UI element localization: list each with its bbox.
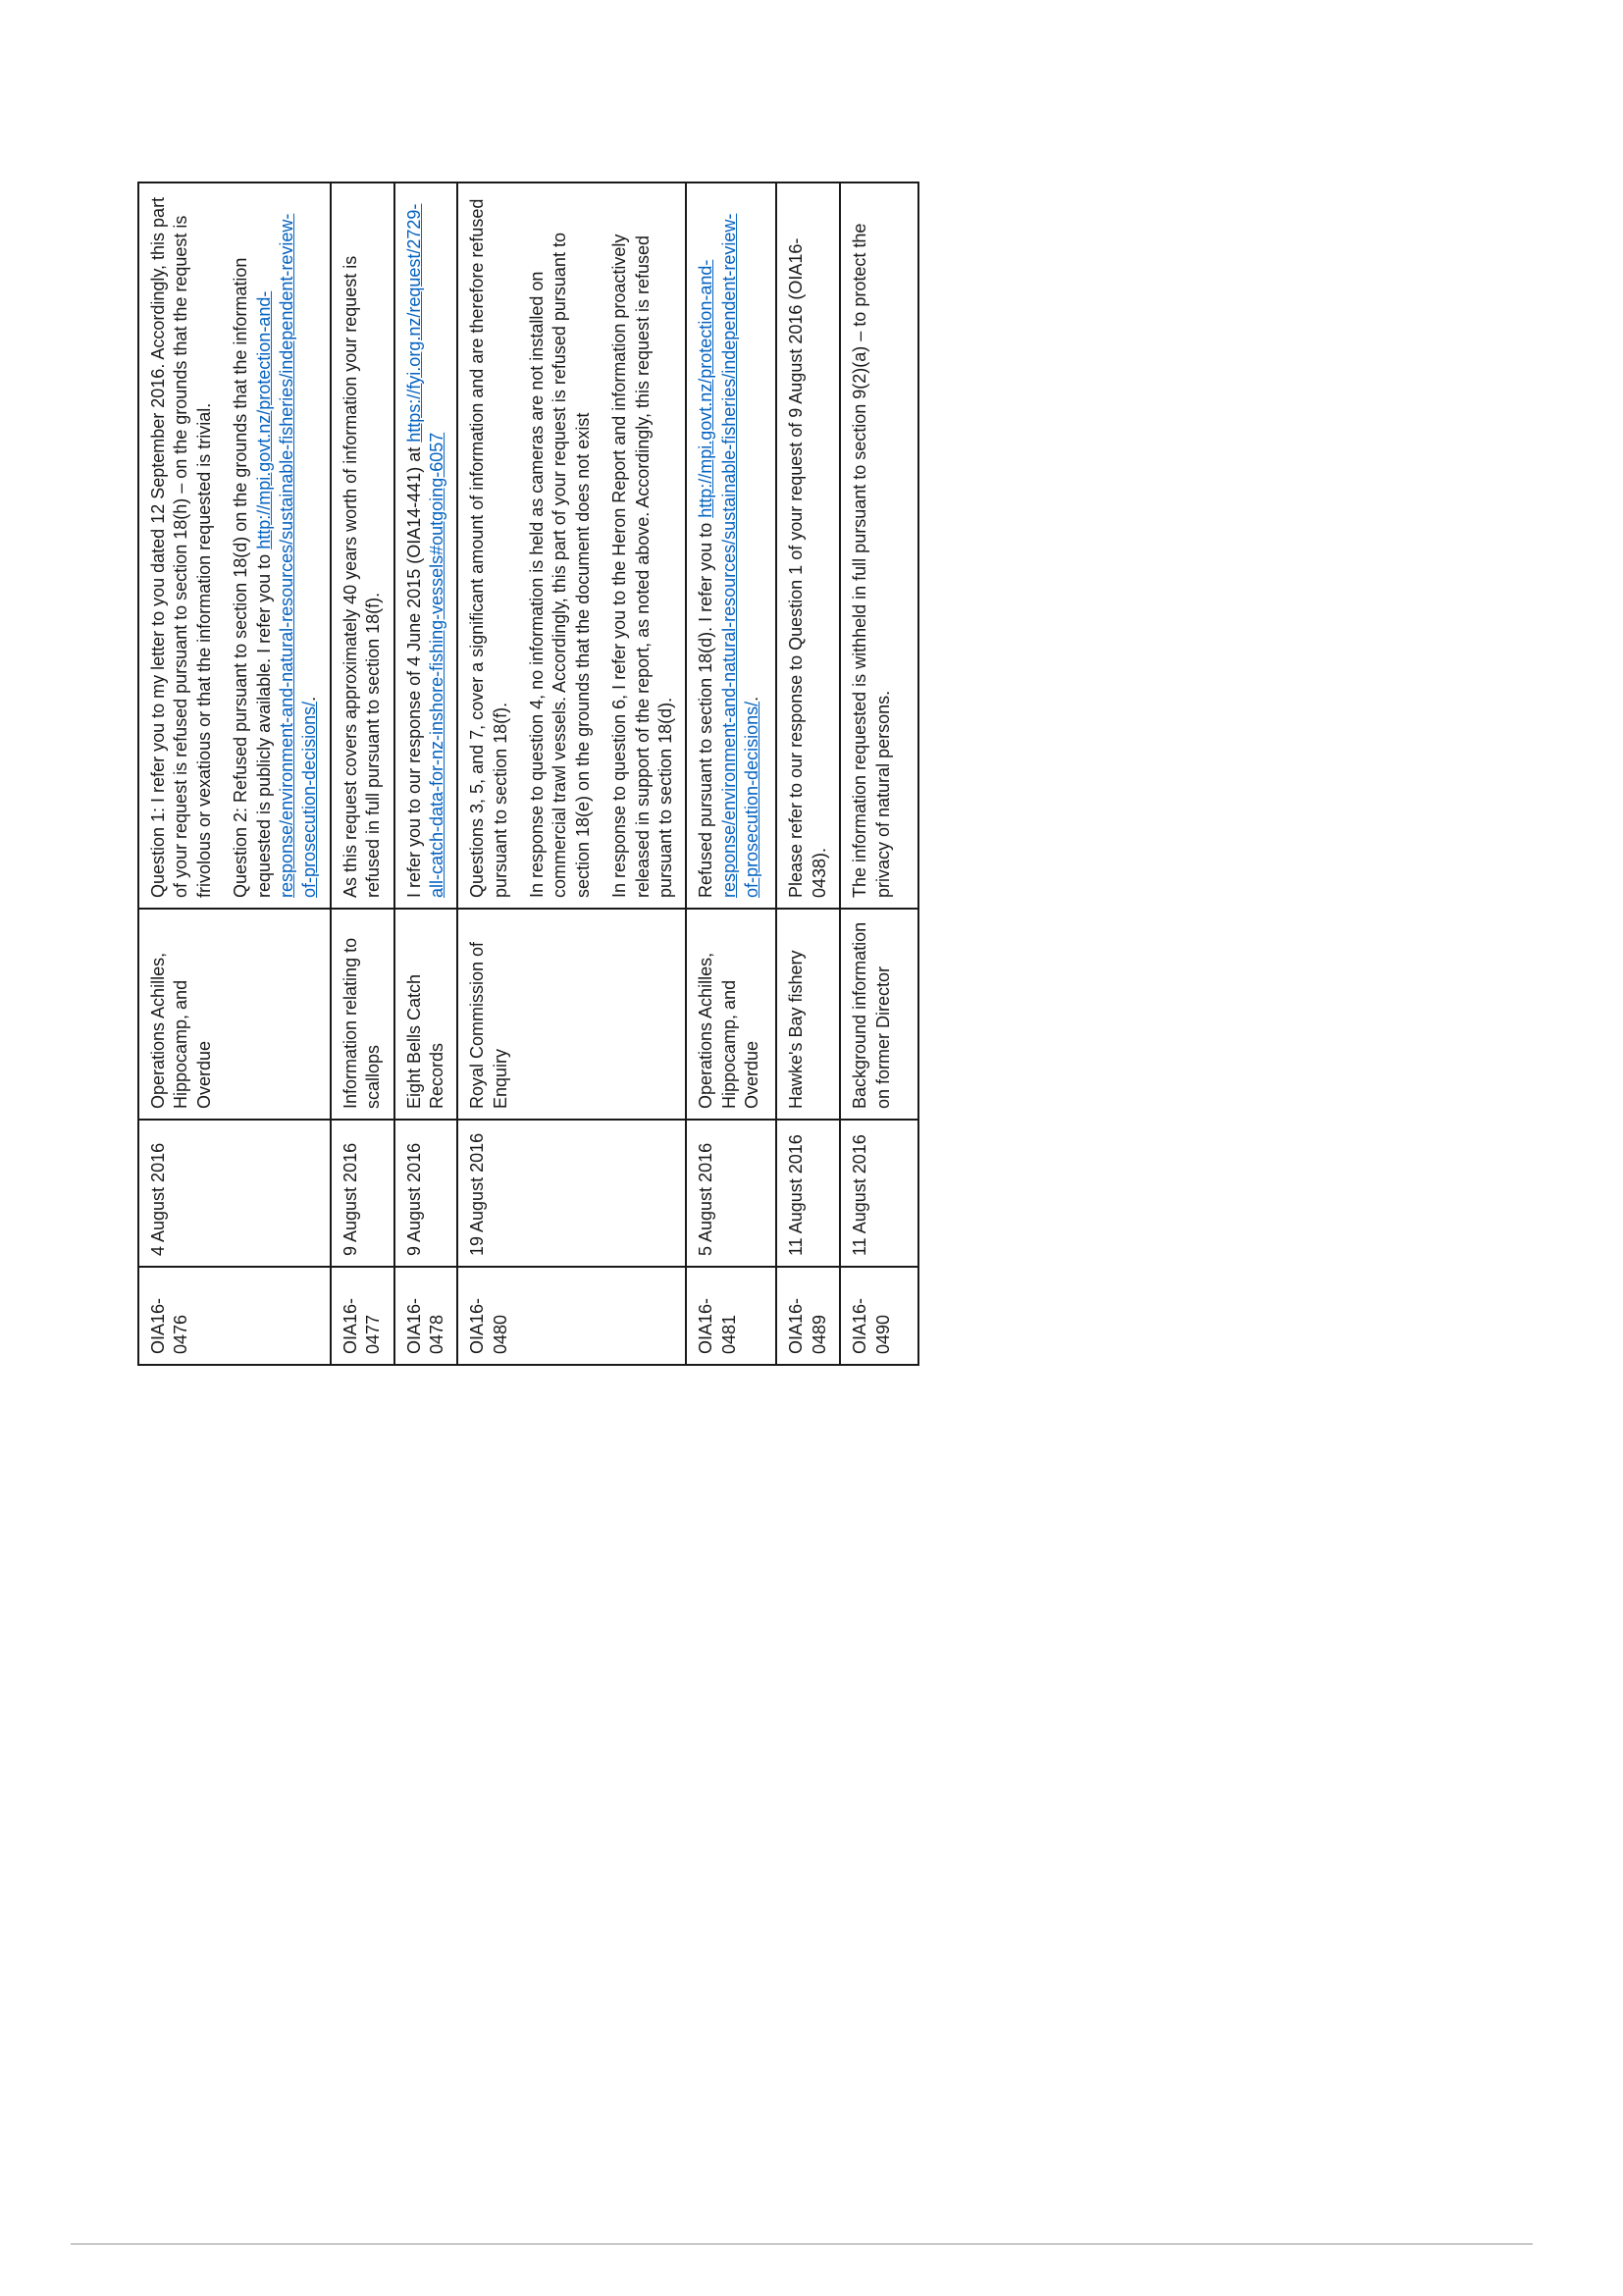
ref-cell: OIA16-0480 [457,1267,686,1365]
subject-cell: Operations Achilles, Hippocamp, and Overdue [686,909,776,1120]
response-text: In response to question 4, no information is held as cameras are not installed on commercial trawl vessels. Accordingly, this part of your request is refused pursuant to section 18(e) on the grounds that the document does not exist [527,233,593,898]
response-text: As this request covers approximately 40 years worth of information your request is refused in full pursuant to section 18(f). [340,255,384,898]
response-text: Questions 3, 5, and 7, cover a significant amount of information and are therefore refused pursuant to section 18(f). [467,198,510,898]
date-cell: 9 August 2016 [394,1120,458,1267]
subject-cell: Background information on former Director [840,909,918,1120]
rotated-table-container [137,183,903,1366]
response-paragraph [147,193,216,898]
subject-cell: Information relating to scallops [331,909,394,1120]
subject-cell: Hawke's Bay fishery [776,909,840,1120]
scan-artifact-line [71,2243,1533,2245]
date-cell: 11 August 2016 [840,1120,918,1267]
table-row [138,183,331,1365]
response-paragraph [526,193,595,898]
response-text: . [299,696,320,702]
response-text: . [742,696,762,702]
response-paragraph [849,193,895,898]
ref-cell: OIA16-0476 [138,1267,331,1365]
response-text: Question 2: Refused pursuant to section 18(d) on the grounds that the information requested is publicly available. I refer you to [231,257,274,898]
subject-cell: Royal Commission of Enquiry [457,909,686,1120]
response-cell [331,183,394,909]
response-paragraph [340,193,386,898]
ref-cell: OIA16-0477 [331,1267,394,1365]
table-row [457,183,686,1365]
response-paragraph [608,193,677,898]
response-cell [840,183,918,909]
response-cell [138,183,331,909]
date-cell: 19 August 2016 [457,1120,686,1267]
date-cell: 9 August 2016 [331,1120,394,1267]
hyperlink[interactable]: http://mpi.govt.nz/protection-and-response/environment-and-natural-resources/sustainable-fisheries/independent-review-of-prosecution-decisions/ [696,213,762,898]
date-cell: 5 August 2016 [686,1120,776,1267]
response-paragraph [230,193,322,898]
response-text: Question 1: I refer you to my letter to you dated 12 September 2016. Accordingly, this part of your request is refused pursuant to section 18(h) – on the grounds that the request is frivolous or vexatious or that the information requested is trivial. [148,196,214,898]
response-cell [776,183,840,909]
date-cell: 4 August 2016 [138,1120,331,1267]
response-text: I refer you to our response of 4 June 2015 (OIA14-441) at [403,442,424,898]
response-cell [686,183,776,909]
response-text: Please refer to our response to Question 1 of your request of 9 August 2016 (OIA16-0438). [786,237,829,898]
ref-cell: OIA16-0490 [840,1267,918,1365]
ref-cell: OIA16-0489 [776,1267,840,1365]
response-paragraph [785,193,831,898]
date-cell: 11 August 2016 [776,1120,840,1267]
table-row [331,183,394,1365]
response-paragraph [695,193,763,898]
ref-cell: OIA16-0478 [394,1267,458,1365]
hyperlink[interactable]: https://fyi.org.nz/request/2729-all-catch-data-for-nz-inshore-fishing-vessels#outgoing-6057 [403,203,446,898]
response-cell [394,183,458,909]
response-paragraph [403,193,449,898]
hyperlink[interactable]: http://mpi.govt.nz/protection-and-response/environment-and-natural-resources/sustainable-fisheries/independent-review-of-prosecution-decisions/ [253,213,320,898]
table-row [840,183,918,1365]
subject-cell: Eight Bells Catch Records [394,909,458,1120]
response-cell [457,183,686,909]
table-row [686,183,776,1365]
response-text: In response to question 6, I refer you to the Heron Report and information proactively released in support of the report, as noted above. Accordingly, this request is refused pursuant to section 18(d). [609,234,676,898]
table-row [776,183,840,1365]
response-paragraph [466,193,512,898]
oia-requests-table [137,182,919,1366]
response-text: The information requested is withheld in full pursuant to section 9(2)(a) – to protect the privacy of natural persons. [850,223,893,898]
ref-cell: OIA16-0481 [686,1267,776,1365]
response-text: Refused pursuant to section 18(d). I refer you to [696,517,716,898]
table-row [394,183,458,1365]
subject-cell: Operations Achilles, Hippocamp, and Overdue [138,909,331,1120]
